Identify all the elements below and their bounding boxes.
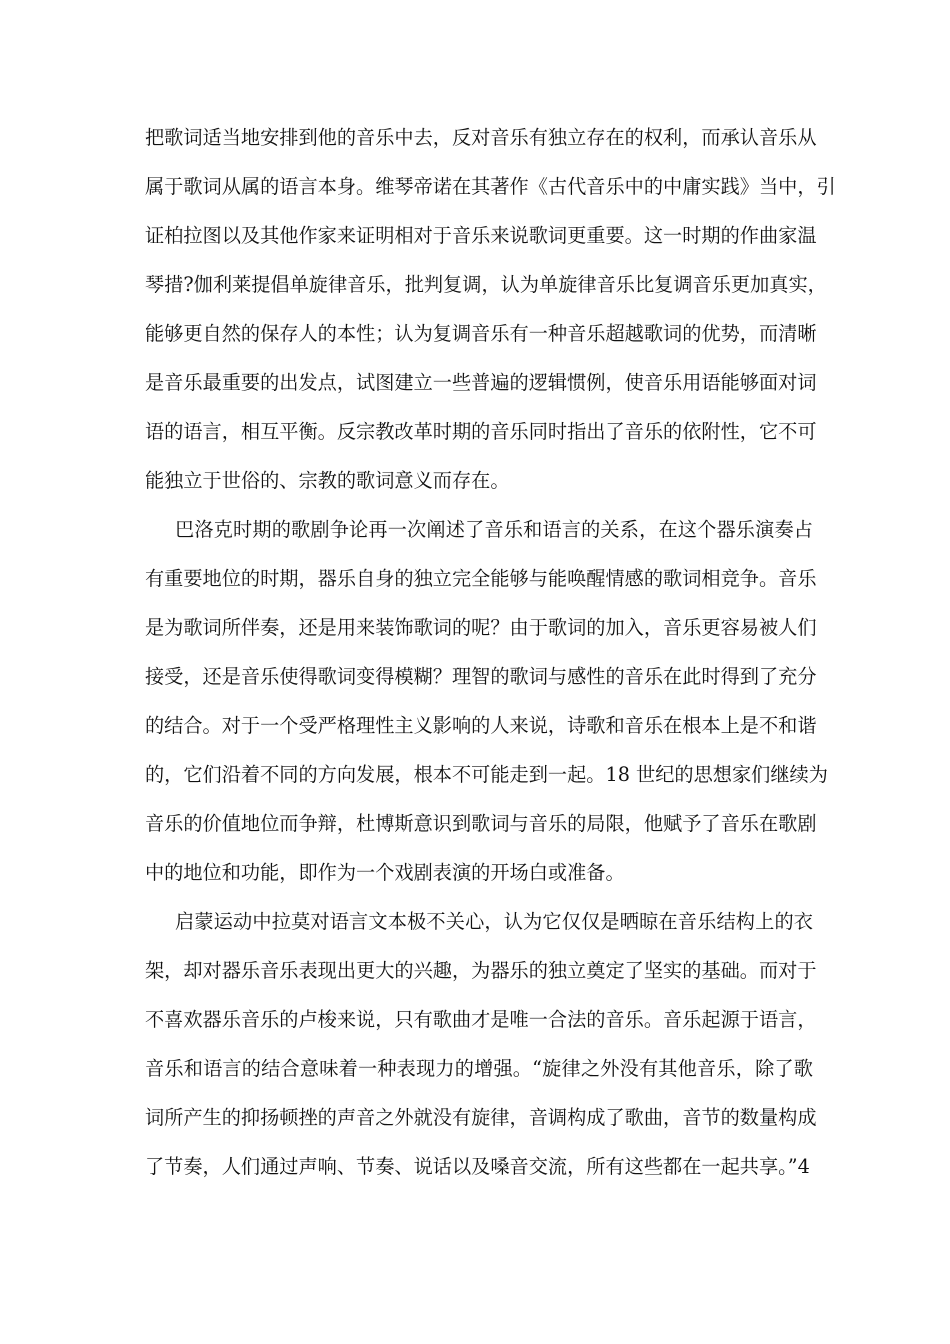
- text-line: 琴措?伽利莱提倡单旋律音乐，批判复调，认为单旋律音乐比复调音乐更加真实，: [145, 273, 827, 296]
- text-line: 语的语言，相互平衡。反宗教改革时期的音乐同时指出了音乐的依附性，它不可: [145, 420, 817, 443]
- text-line: 能独立于世俗的、宗教的歌词意义而存在。: [145, 469, 510, 492]
- text-line: 巴洛克时期的歌剧争论再一次阐述了音乐和语言的关系，在这个器乐演奏占: [175, 518, 813, 541]
- text-line: 接受，还是音乐使得歌词变得模糊？理智的歌词与感性的音乐在此时得到了充分: [145, 665, 817, 688]
- text-line: 架，却对器乐音乐表现出更大的兴趣，为器乐的独立奠定了坚实的基础。而对于: [145, 959, 817, 982]
- body-text: [145, 118, 836, 1196]
- text-line: 有重要地位的时期，器乐自身的独立完全能够与能唤醒情感的歌词相竞争。音乐: [145, 567, 817, 590]
- text-line: 音乐和语言的结合意味着一种表现力的增强。“旋律之外没有其他音乐，除了歌: [145, 1057, 813, 1080]
- text-line: 音乐的价值地位而争辩，杜博斯意识到歌词与音乐的局限，他赋予了音乐在歌剧: [145, 812, 817, 835]
- text-line: 是为歌词所伴奏，还是用来装饰歌词的呢？由于歌词的加入，音乐更容易被人们: [145, 616, 817, 639]
- paragraph-1: [145, 118, 836, 510]
- text-line: 了节奏，人们通过声响、节奏、说话以及嗓音交流，所有这些都在一起共享。”4: [145, 1155, 810, 1178]
- text-line: 启蒙运动中拉莫对语言文本极不关心，认为它仅仅是晒晾在音乐结构上的衣: [175, 910, 813, 933]
- text-line: 的，它们沿着不同的方向发展，根本不可能走到一起。18 世纪的思想家们继续为: [145, 763, 828, 786]
- text-line: 不喜欢器乐音乐的卢梭来说，只有歌曲才是唯一合法的音乐。音乐起源于语言，: [145, 1008, 817, 1031]
- paragraph-3: [145, 902, 817, 1196]
- text-line: 属于歌词从属的语言本身。维琴帝诺在其著作《古代音乐中的中庸实践》当中，引: [145, 175, 836, 198]
- text-line: 中的地位和功能，即作为一个戏剧表演的开场白或准备。: [145, 861, 625, 884]
- paragraph-2: [145, 510, 828, 902]
- text-line: 词所产生的抑扬顿挫的声音之外就没有旋律，音调构成了歌曲，音节的数量构成: [145, 1106, 817, 1129]
- text-line: 能够更自然的保存人的本性；认为复调音乐有一种音乐超越歌词的优势，而清晰: [145, 322, 817, 345]
- text-line: 证柏拉图以及其他作家来证明相对于音乐来说歌词更重要。这一时期的作曲家温: [145, 224, 817, 247]
- text-line: 把歌词适当地安排到他的音乐中去，反对音乐有独立存在的权利，而承认音乐从: [145, 126, 817, 149]
- text-line: 的结合。对于一个受严格理性主义影响的人来说，诗歌和音乐在根本上是不和谐: [145, 714, 817, 737]
- text-line: 是音乐最重要的出发点，试图建立一些普遍的逻辑惯例，使音乐用语能够面对词: [145, 371, 817, 394]
